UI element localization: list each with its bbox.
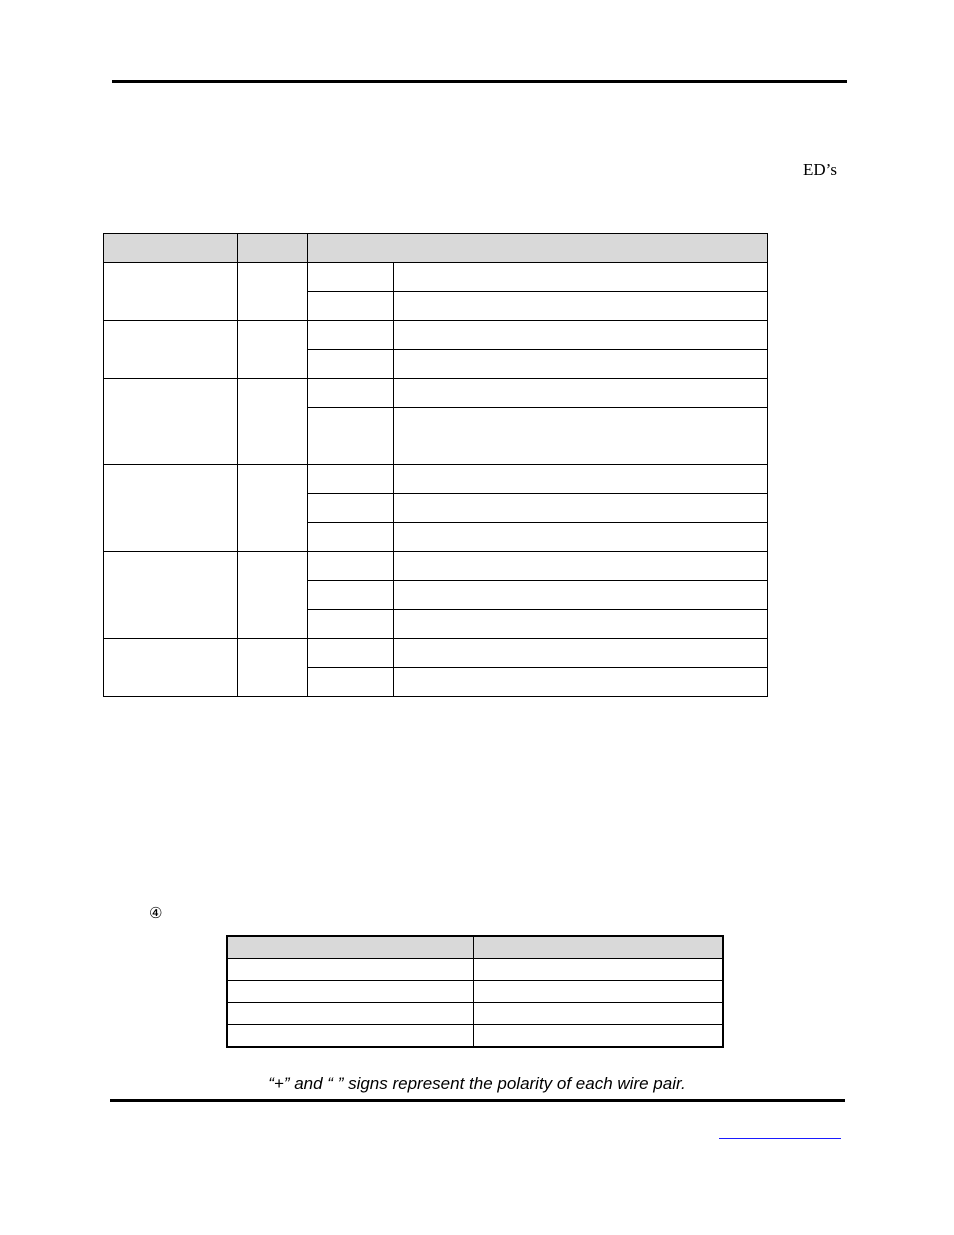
led-table-row — [104, 379, 768, 408]
polarity-note: “+” and “ ” signs represent the polarity of each wire pair. — [268, 1074, 686, 1093]
led-name-cell — [104, 379, 238, 465]
led-state-cell — [308, 610, 394, 639]
header-rule — [112, 80, 847, 83]
led-state-cell — [308, 668, 394, 697]
pin-table-cell — [474, 1003, 724, 1025]
pin-table-cell — [474, 981, 724, 1003]
led-description-cell — [394, 581, 768, 610]
footer-link[interactable] — [719, 1122, 841, 1139]
led-status-table — [103, 233, 768, 697]
led-description-cell — [394, 610, 768, 639]
circled-number-four: ④ — [149, 904, 163, 922]
led-name-cell — [104, 552, 238, 639]
led-state-cell — [308, 639, 394, 668]
led-table-row — [104, 465, 768, 494]
led-name-cell — [104, 639, 238, 697]
text-fragment-eds: ED’s — [803, 160, 837, 179]
led-table-row — [104, 639, 768, 668]
pin-table-row — [227, 1025, 723, 1048]
led-description-cell — [394, 668, 768, 697]
led-state-cell — [308, 321, 394, 350]
led-state-cell — [308, 263, 394, 292]
led-color-cell — [238, 263, 308, 321]
led-description-cell — [394, 321, 768, 350]
pin-table-cell — [227, 1025, 474, 1048]
pin-table-header-cell — [227, 936, 474, 959]
led-table-header-row — [104, 234, 768, 263]
led-table-header-cell — [308, 234, 768, 263]
led-table-row — [104, 552, 768, 581]
led-state-cell — [308, 465, 394, 494]
led-color-cell — [238, 465, 308, 552]
led-description-cell — [394, 552, 768, 581]
led-name-cell — [104, 263, 238, 321]
led-name-cell — [104, 465, 238, 552]
led-color-cell — [238, 321, 308, 379]
led-description-cell — [394, 408, 768, 465]
led-table-row — [104, 321, 768, 350]
led-color-cell — [238, 552, 308, 639]
led-state-cell — [308, 494, 394, 523]
led-description-cell — [394, 465, 768, 494]
led-state-cell — [308, 552, 394, 581]
pin-table-cell — [227, 981, 474, 1003]
pin-table-row — [227, 959, 723, 981]
pin-table-cell — [227, 1003, 474, 1025]
led-table-header-cell — [238, 234, 308, 263]
led-state-cell — [308, 523, 394, 552]
led-description-cell — [394, 292, 768, 321]
led-description-cell — [394, 350, 768, 379]
pin-table-cell — [227, 959, 474, 981]
led-name-cell — [104, 321, 238, 379]
led-table-header-cell — [104, 234, 238, 263]
led-table-row — [104, 263, 768, 292]
led-description-cell — [394, 379, 768, 408]
pin-table-cell — [474, 1025, 724, 1048]
led-description-cell — [394, 263, 768, 292]
led-state-cell — [308, 581, 394, 610]
pin-table-cell — [474, 959, 724, 981]
led-description-cell — [394, 494, 768, 523]
led-state-cell — [308, 292, 394, 321]
pin-table-row — [227, 1003, 723, 1025]
pin-table-header-row — [227, 936, 723, 959]
led-color-cell — [238, 379, 308, 465]
led-description-cell — [394, 523, 768, 552]
led-state-cell — [308, 379, 394, 408]
led-state-cell — [308, 350, 394, 379]
led-color-cell — [238, 639, 308, 697]
footer-rule — [110, 1099, 845, 1102]
led-description-cell — [394, 639, 768, 668]
pin-table-row — [227, 981, 723, 1003]
pin-table-header-cell — [474, 936, 724, 959]
led-state-cell — [308, 408, 394, 465]
pin-assignment-table — [226, 935, 724, 1048]
